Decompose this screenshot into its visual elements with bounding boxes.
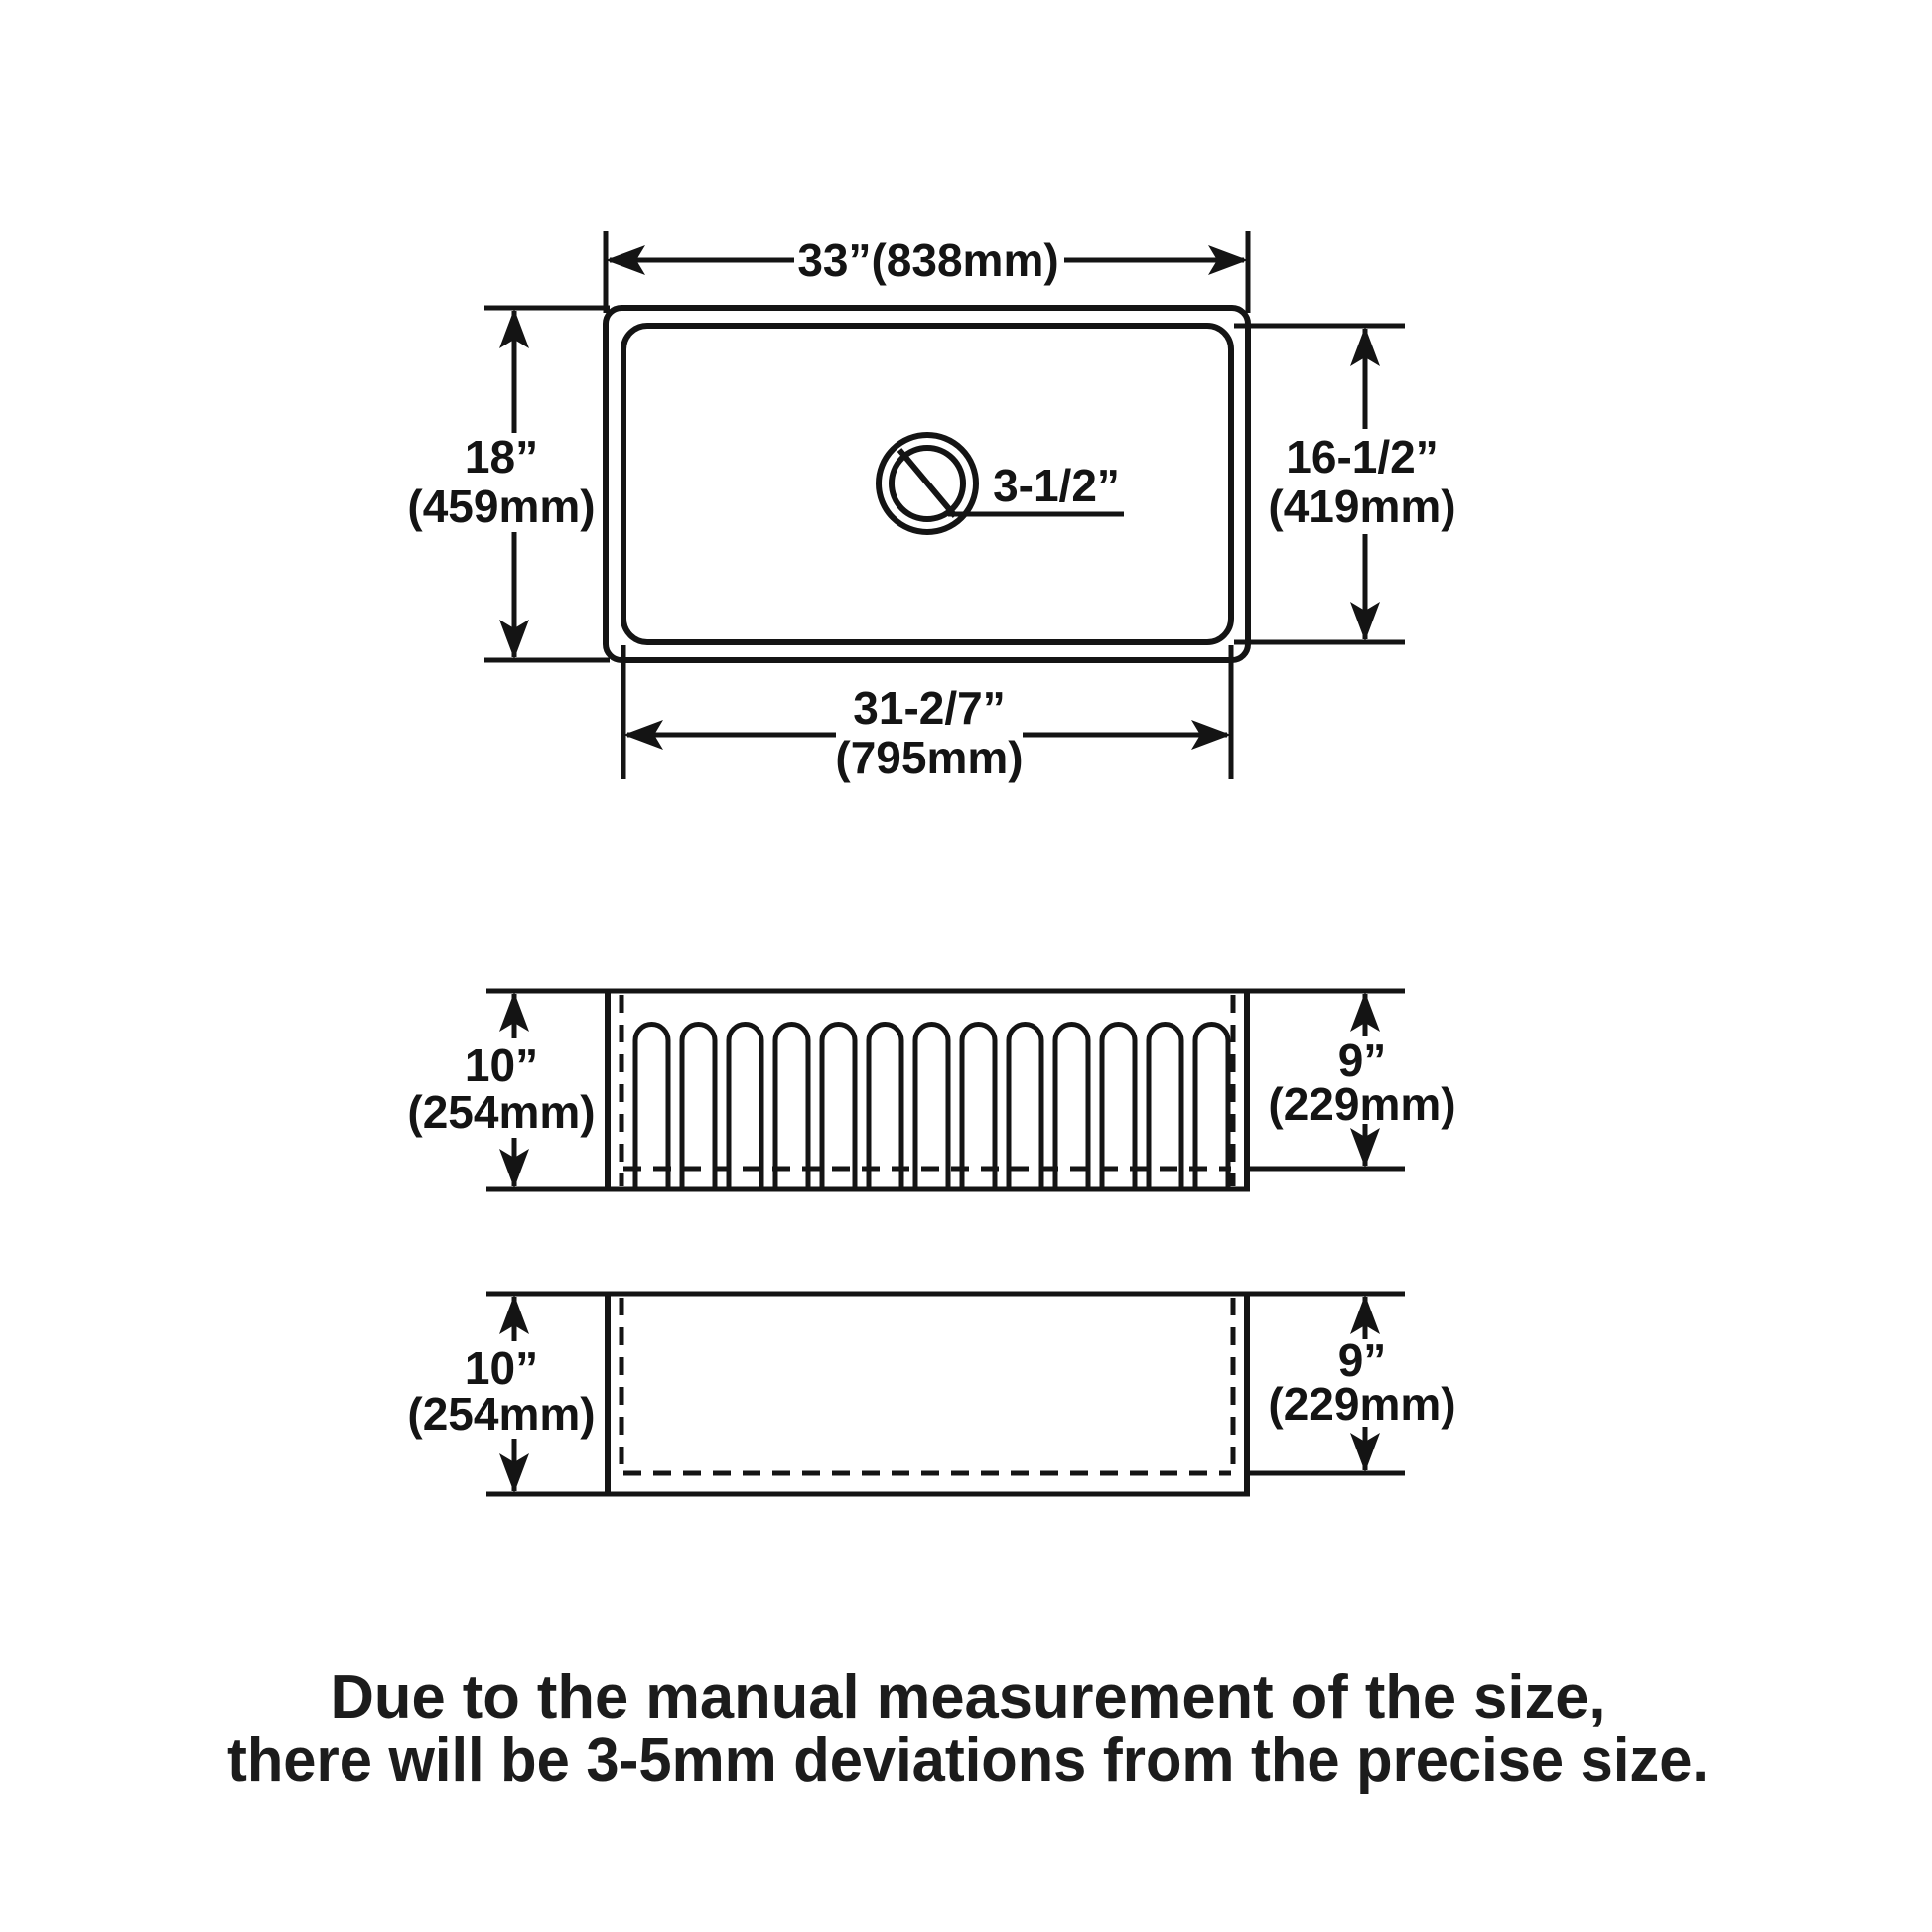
flute-arch [635,1025,668,1190]
flute-arch [915,1025,948,1190]
top-height-left-label: 18” [464,431,539,483]
flute-arch [962,1025,995,1190]
drain-diagonal [899,450,955,516]
drain-size-label: 3-1/2” [993,460,1120,511]
footer-note-line1: Due to the manual measurement of the size, [330,1663,1606,1731]
side-height-left-label: 10” [464,1342,539,1394]
footer-note [227,1663,1709,1795]
flute-pattern [635,1025,1228,1190]
side-height-right-label: 9” [1337,1334,1387,1386]
top-height-right-label: 16-1/2” [1286,431,1439,483]
front-height-left-label-mm: (254mm) [407,1086,596,1138]
side-height-right-label-mm: (229mm) [1268,1378,1456,1430]
front-height-right-label: 9” [1337,1035,1387,1086]
top-inner-width-label: 31-2/7” [853,682,1006,734]
top-view [407,231,1455,783]
drain-symbol [879,435,1124,532]
flute-arch [1149,1025,1181,1190]
flute-arch [1195,1025,1228,1190]
footer-note-line2: there will be 3-5mm deviations from the precise size. [227,1726,1709,1795]
front-apron-view [407,991,1455,1189]
flute-arch [822,1025,855,1190]
front-height-left-label: 10” [464,1039,539,1091]
flute-arch [869,1025,901,1190]
top-inner-width-label-mm: (795mm) [835,732,1024,783]
flute-arch [729,1025,761,1190]
side-height-left-label-mm: (254mm) [407,1388,596,1440]
top-width-label: 33”(838mm) [797,234,1059,286]
flute-arch [1009,1025,1041,1190]
flute-arch [1102,1025,1135,1190]
top-height-right-label-mm: (419mm) [1268,481,1456,532]
side-view [407,1294,1455,1494]
flute-arch [1055,1025,1088,1190]
flute-arch [775,1025,808,1190]
front-height-right-label-mm: (229mm) [1268,1078,1456,1130]
flute-arch [682,1025,715,1190]
top-height-left-label-mm: (459mm) [407,481,596,532]
